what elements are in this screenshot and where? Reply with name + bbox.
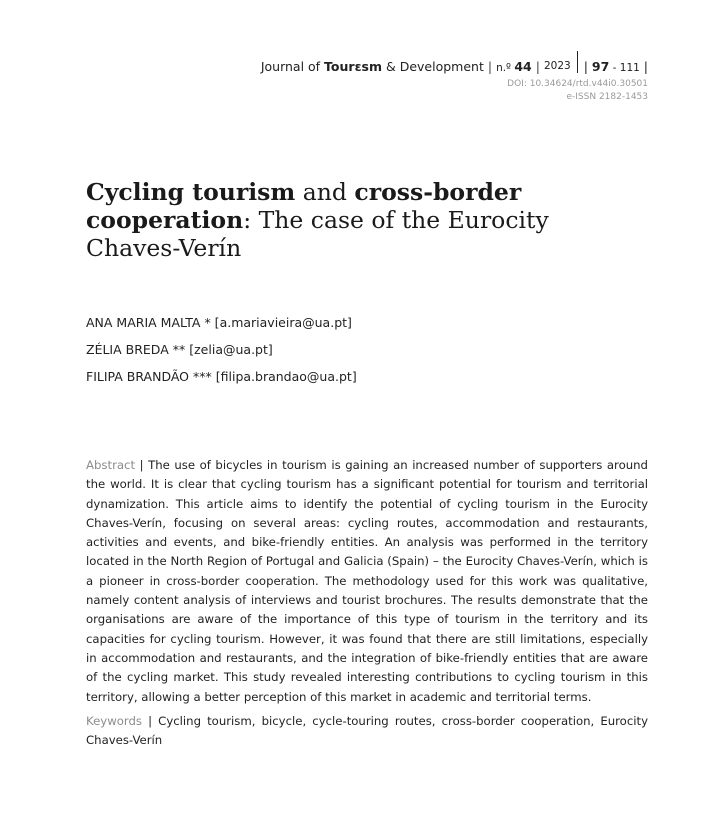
author-name: ZÉLIA BREDA — [86, 342, 169, 357]
journal-citation-line — [261, 55, 648, 77]
issue-prefix: n.º — [496, 61, 515, 74]
abstract-label: Abstract — [86, 458, 136, 472]
journal-name — [261, 59, 484, 74]
author-name: ANA MARIA MALTA — [86, 315, 201, 330]
title-part-4: : The case of the Eurocity Chaves-Verín — [86, 206, 549, 262]
title-part-3: cross-border cooperation — [86, 178, 522, 234]
keywords-separator: | — [142, 714, 159, 728]
issue-number — [496, 59, 532, 74]
page-start: 97 — [591, 58, 610, 74]
author-email[interactable]: [filipa.brandao@ua.pt] — [215, 369, 357, 384]
keywords-label: Keywords — [86, 714, 143, 728]
author-email-text[interactable]: zelia@ua.pt — [194, 342, 268, 357]
author-entry — [86, 341, 357, 368]
author-entry — [86, 314, 357, 341]
journal-name-prefix: Journal of — [260, 58, 325, 74]
author-affiliation-mark: *** — [193, 369, 212, 384]
journal-name-bold: Tourɛsm — [324, 58, 382, 74]
title-part-2: and — [295, 178, 355, 206]
journal-header — [261, 55, 648, 103]
issue-number-value: 44 — [514, 58, 532, 74]
page-range: | 97 - 111 | — [583, 58, 648, 74]
article-title — [86, 178, 606, 262]
author-affiliation-mark: * — [204, 315, 211, 330]
author-list — [86, 314, 357, 395]
doi: DOI: 10.34624/rtd.v44i0.30501 — [507, 79, 648, 89]
page-end: - 111 — [609, 61, 640, 74]
publication-year: 2023 — [543, 60, 571, 72]
header-divider-bar — [577, 51, 578, 73]
title-part-1: Cycling tourism — [86, 178, 296, 206]
eissn: e-ISSN 2182-1453 — [566, 92, 648, 102]
header-separator: | — [535, 58, 540, 74]
header-separator: | — [487, 58, 493, 74]
author-affiliation-mark: ** — [172, 342, 186, 357]
keywords — [86, 712, 648, 751]
author-entry — [86, 368, 357, 395]
author-name: FILIPA BRANDÃO — [86, 369, 190, 384]
author-email-text[interactable]: a.mariavieira@ua.pt — [219, 315, 348, 330]
abstract-separator: | — [135, 458, 149, 472]
author-email-text[interactable]: filipa.brandao@ua.pt — [220, 369, 352, 384]
author-email[interactable]: [zelia@ua.pt] — [189, 342, 273, 357]
author-email[interactable]: [a.mariavieira@ua.pt] — [214, 315, 352, 330]
keywords-text: Cycling tourism, bicycle, cycle-touring routes, cross-border cooperation, Eurocity Chaves-Verín — [86, 714, 648, 748]
abstract-text: The use of bicycles in tourism is gaining an increased number of supporters around the world. It is clear that cycling tourism has a significant potential for tourism and territorial dynamization. This article aims to identify the potential of cycling tourism in the Eurocity Chaves-Verín, focusing on several areas: cycling routes, accommodation and restaurants, activities and events, and bike-friendly entities. An analysis was performed in the territory located in the North Region of Portugal and Galicia (Spain) – the Eurocity Chaves-Verín, which is a pioneer in cross-border cooperation. The methodology used for this work was qualitative, namely content analysis of interviews and tourist brochures. The results demonstrate that the organisations are aware of the importance of this type of tourism in the territory and its capacities for cycling tourism. However, it was found that there are still limitations, especially in accommodation and restaurants, and the integration of bike-friendly entities that are aware of the cycling market. This study revealed interesting contributions to cycling tourism in this territory, allowing a better perception of this market in academic and territorial terms. — [86, 458, 648, 704]
journal-name-suffix: & Development — [382, 58, 484, 74]
abstract — [86, 456, 648, 707]
